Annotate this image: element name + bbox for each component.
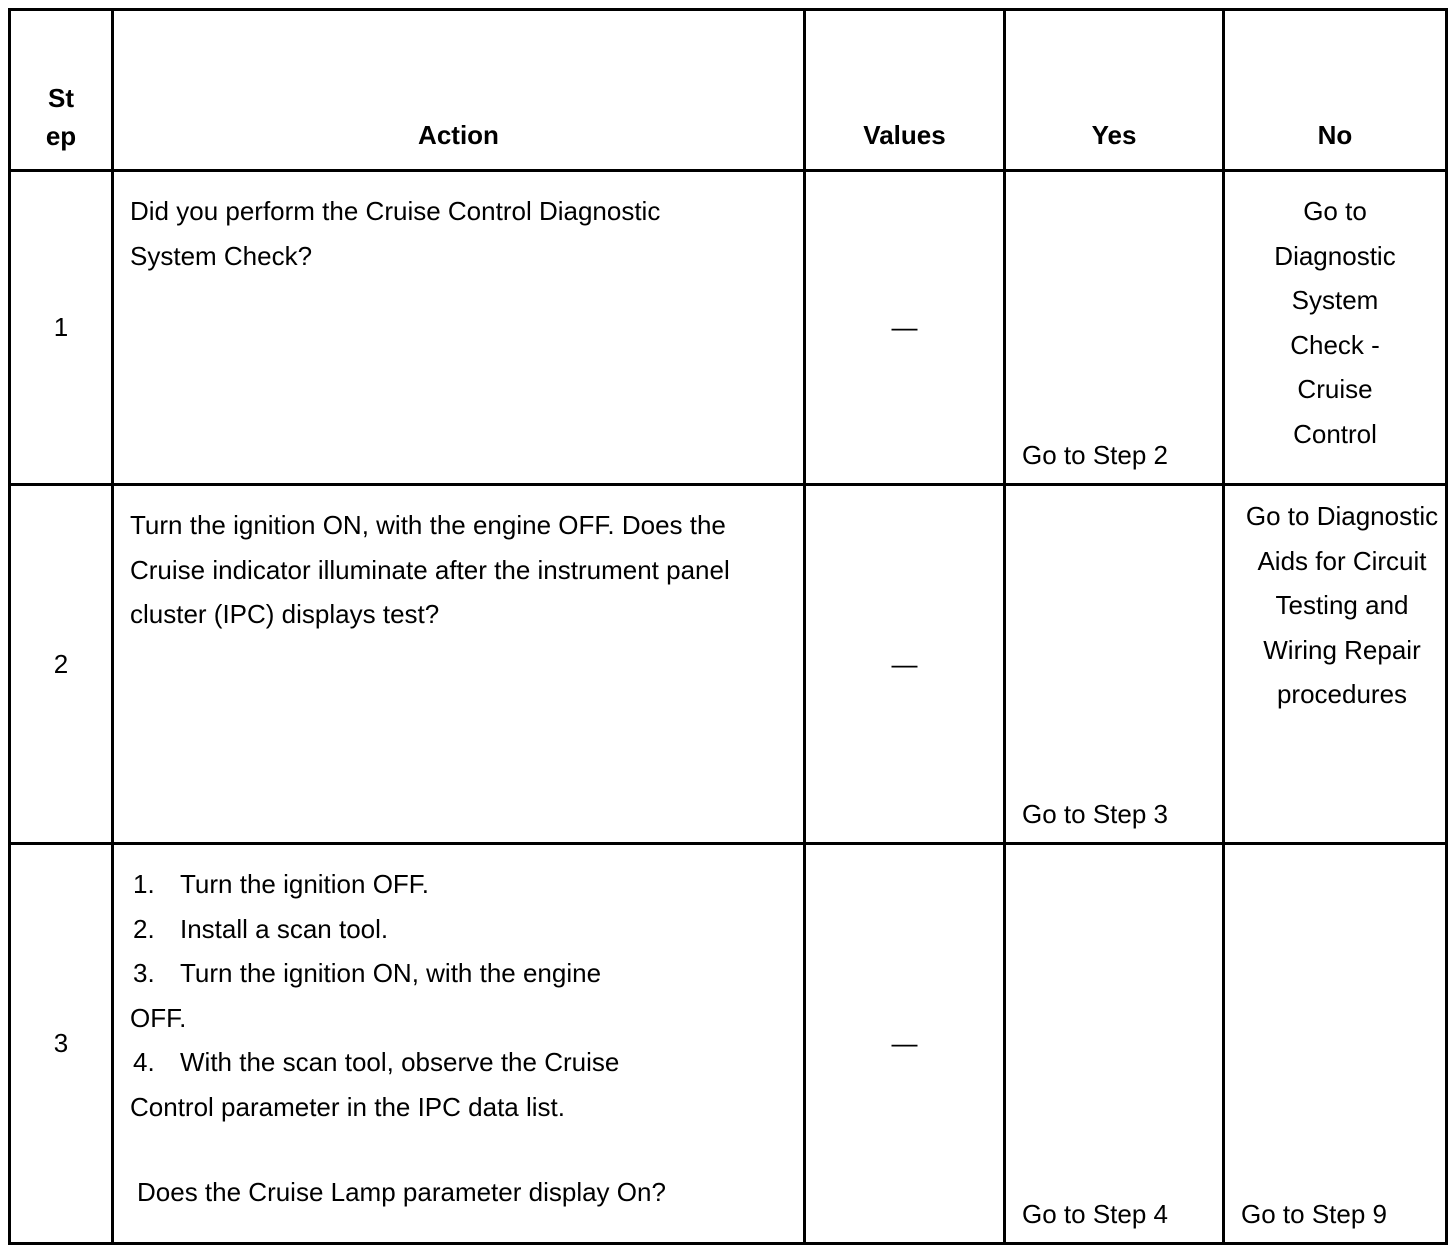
values-cell: — (805, 171, 1005, 485)
no-cell (1224, 171, 1447, 485)
no-cell (1224, 485, 1447, 844)
values-cell: — (805, 485, 1005, 844)
list-item: 1. Turn the ignition OFF. (133, 869, 430, 899)
step-number: 1 (10, 171, 113, 485)
step-number: 2 (10, 485, 113, 844)
diagnostic-table (8, 8, 1448, 1245)
step-number: 3 (10, 844, 113, 1244)
header-action: Action (113, 10, 805, 171)
table-row (10, 485, 1447, 844)
list-item: 3. Turn the ignition ON, with the engine OFF. (130, 958, 602, 1033)
header-no: No (1224, 10, 1447, 171)
list-item: 4. With the scan tool, observe the Cruise Control parameter in the IPC data list. (130, 1047, 620, 1122)
table-row (10, 171, 1447, 485)
no-text: Go to Diagnostic Aids for Circuit Testing and Wiring Repair procedures (1245, 501, 1439, 709)
action-question: Does the Cruise Lamp parameter display On? (137, 1177, 666, 1207)
yes-cell: Go to Step 2 (1005, 171, 1224, 485)
action-cell (113, 171, 805, 485)
no-cell: Go to Step 9 (1224, 844, 1447, 1244)
action-cell (113, 485, 805, 844)
header-yes: Yes (1005, 10, 1224, 171)
action-text: Did you perform the Cruise Control Diagnostic System Check? (130, 196, 661, 271)
yes-cell: Go to Step 4 (1005, 844, 1224, 1244)
list-item: 2. Install a scan tool. (133, 913, 389, 944)
header-values: Values (805, 10, 1005, 171)
no-text: Go to Diagnostic System Check - Cruise Control (1274, 196, 1396, 449)
header-step: St ep (10, 10, 113, 171)
header-row (10, 10, 1447, 171)
yes-cell: Go to Step 3 (1005, 485, 1224, 844)
values-cell: — (805, 844, 1005, 1244)
action-text: Turn the ignition ON, with the engine OFF. Does the Cruise indicator illuminate after the instrument panel cluster (IPC) displays test? (130, 510, 730, 629)
action-steps-list (130, 862, 650, 1129)
